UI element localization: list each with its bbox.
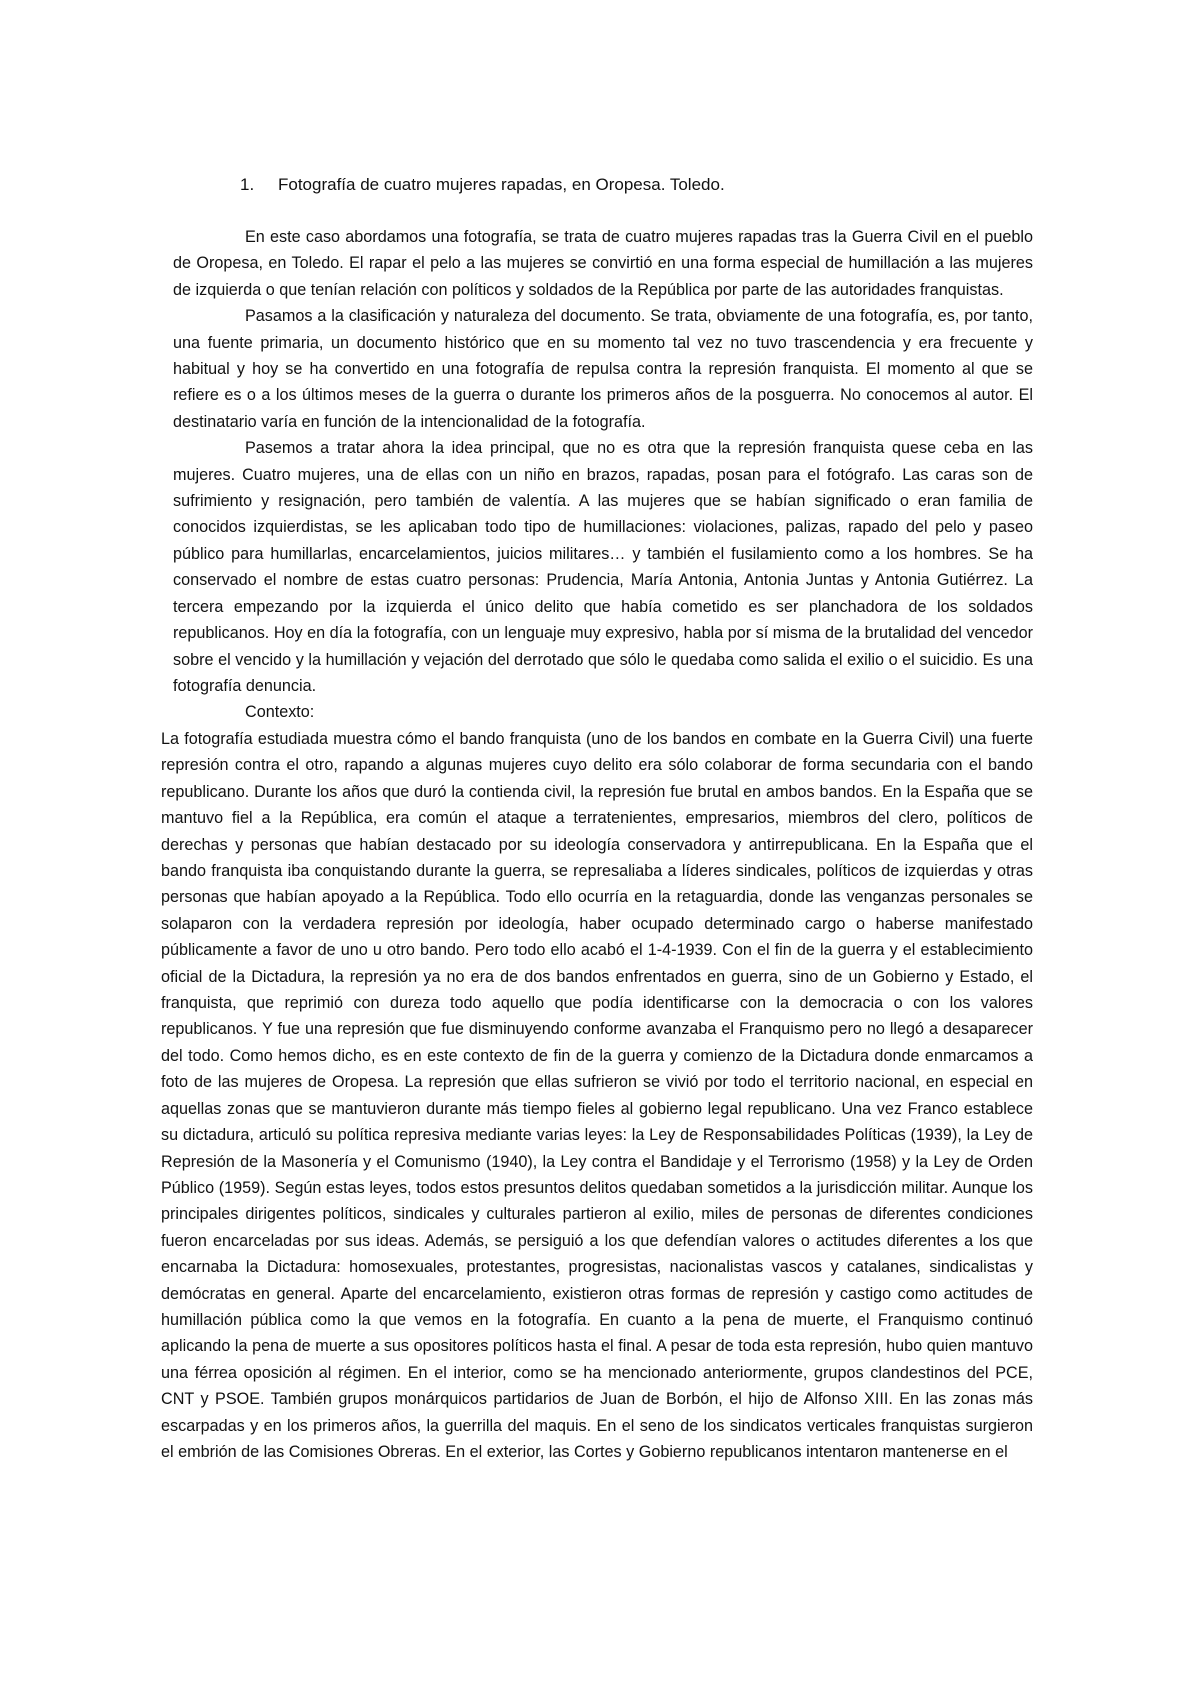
context-body: [161, 726, 1033, 1465]
heading-title: Fotografía de cuatro mujeres rapadas, en Oropesa. Toledo.: [278, 175, 725, 194]
heading-number: 1.: [240, 175, 255, 194]
paragraph-classification: Pasamos a la clasificación y naturaleza del documento. Se trata, obviamente de una fotografía, es, por tanto, una fuente primaria, un documento histórico que en su momento tal vez no tuvo trascendencia y era frecuente y habitual y hoy se ha convertido en una fotografía de repulsa contra la represión franquista. El momento al que se refiere es o a los últimos meses de la guerra o durante los primeros años de la posguerra. No conocemos al autor. El destinatario varía en función de la intencionalidad de la fotografía.: [173, 307, 1033, 431]
paragraph-context: La fotografía estudiada muestra cómo el bando franquista (uno de los bandos en combate en la Guerra Civil) una fuerte represión contra el otro, rapando a algunas mujeres cuyo delito era sólo colaborar de forma secundaria con el bando republicano. Durante los años que duró la contienda civil, la represión fue brutal en ambos bandos. En la España que se mantuvo fiel a la República, era común el ataque a terratenientes, empresarios, miembros del clero, políticos de derechas y personas que habían destacado por su ideología conservadora y antirrepublicana. En la España que el bando franquista iba conquistando durante la guerra, se represaliaba a líderes sindicales, políticos de izquierdas y otras personas que habían apoyado a la República. Todo ello ocurría en la retaguardia, donde las venganzas personales se solaparon con la verdadera represión por ideología, haber ocupado determinado cargo o haberse manifestado públicamente a favor de uno u otro bando. Pero todo ello acabó el 1-4-1939. Con el fin de la guerra y el establecimiento oficial de la Dictadura, la represión ya no era de dos bandos enfrentados en guerra, sino de un Gobierno y Estado, el franquista, que reprimió con dureza todo aquello que podía identificarse con la democracia o con los valores republicanos. Y fue una represión que fue disminuyendo conforme avanzaba el Franquismo pero no llegó a desaparecer del todo. Como hemos dicho, es en este contexto de fin de la guerra y comienzo de la Dictadura donde enmarcamos a foto de las mujeres de Oropesa. La represión que ellas sufrieron se vivió por todo el territorio nacional, en especial en aquellas zonas que se mantuvieron durante más tiempo fieles al gobierno legal republicano. Una vez Franco establece su dictadura, articuló su política represiva mediante varias leyes: la Ley de Responsabilidades Políticas (1939), la Ley de Represión de la Masonería y el Comunismo (1940), la Ley contra el Bandidaje y el Terrorismo (1958) y la Ley de Orden Público (1959). Según estas leyes, todos estos presuntos delitos quedaban sometidos a la jurisdicción militar. Aunque los principales dirigentes políticos, sindicales y culturales partieron al exilio, miles de personas de diferentes condiciones fueron encarceladas por sus ideas. Además, se persiguió a los que defendían valores o actitudes diferentes a los que encarnaba la Dictadura: homosexuales, protestantes, progresistas, nacionalistas vascos y catalanes, sindicalistas y demócratas en general. Aparte del encarcelamiento, existieron otras formas de represión y castigo como actitudes de humillación pública como la que vemos en la fotografía. En cuanto a la pena de muerte, el Franquismo continuó aplicando la pena de muerte a sus opositores políticos hasta el final. A pesar de toda esta represión, hubo quien mantuvo una férrea oposición al régimen. En el interior, como se ha mencionado anteriormente, grupos clandestinos del PCE, CNT y PSOE. También grupos monárquicos partidarios de Juan de Borbón, el hijo de Alfonso XIII. En las zonas más escarpadas y en los primeros años, la guerrilla del maquis. En el seno de los sindicatos verticales franquistas surgieron el embrión de las Comisiones Obreras. En el exterior, las Cortes y Gobierno republicanos intentaron mantenerse en el: [161, 730, 1033, 1461]
section-heading: [240, 174, 725, 196]
paragraph-main-idea: Pasemos a tratar ahora la idea principal, que no es otra que la represión franquista quese ceba en las mujeres. Cuatro mujeres, una de ellas con un niño en brazos, rapadas, posan para el fotógrafo. Las caras son de sufrimiento y resignación, pero también de valentía. A las mujeres que se habían significado o eran familia de conocidos izquierdistas, se les aplicaban todo tipo de humillaciones: violaciones, palizas, rapado del pelo y paseo público para humillarlas, encarcelamientos, juicios militares… y también el fusilamiento como a los hombres. Se ha conservado el nombre de estas cuatro personas: Prudencia, María Antonia, Antonia Juntas y Antonia Gutiérrez. La tercera empezando por la izquierda el único delito que había cometido es ser planchadora de los soldados republicanos. Hoy en día la fotografía, con un lenguaje muy expresivo, habla por sí misma de la brutalidad del vencedor sobre el vencido y la humillación y vejación del derrotado que sólo le quedaba como salida el exilio o el suicidio. Es una fotografía denuncia.: [173, 439, 1033, 695]
paragraph-introduction: En este caso abordamos una fotografía, se trata de cuatro mujeres rapadas tras la Guerra Civil en el pueblo de Oropesa, en Toledo. El rapar el pelo a las mujeres se convirtió en una forma especial de humillación a las mujeres de izquierda o que tenían relación con políticos y soldados de la República por parte de las autoridades franquistas.: [173, 228, 1033, 299]
context-label: Contexto:: [245, 703, 315, 722]
analysis-body: [173, 224, 1033, 726]
